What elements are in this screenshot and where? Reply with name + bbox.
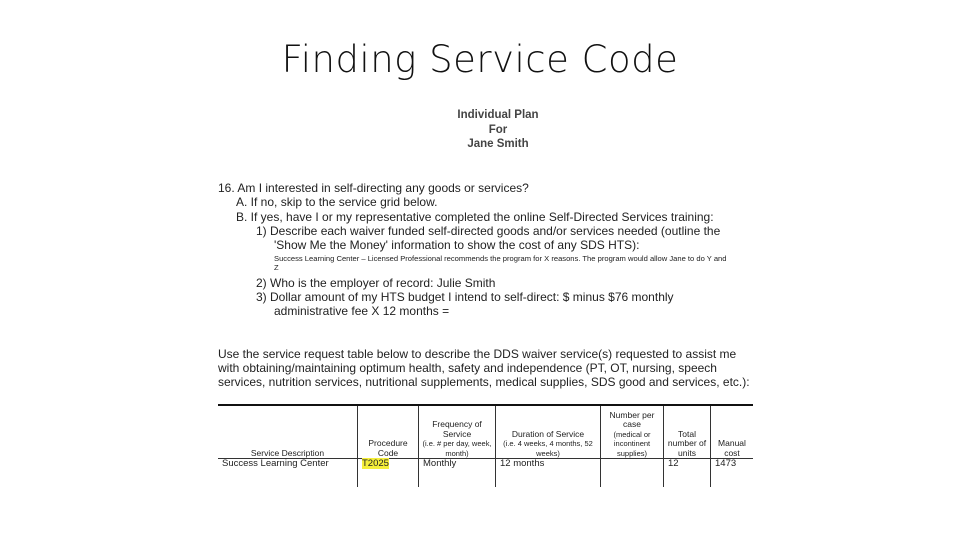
highlighted-code: T2025 bbox=[362, 458, 389, 469]
item-1-line2: 'Show Me the Money' information to show the cost of any SDS HTS): bbox=[274, 238, 640, 252]
header-procedure-code: Procedure Code bbox=[358, 405, 419, 459]
instructions-line2: with obtaining/maintaining optimum health, safety and independence (PT, OT, nursing, speech bbox=[218, 361, 717, 375]
instructions-line1: Use the service request table below to describe the DDS waiver service(s) requested to assist me bbox=[218, 347, 737, 361]
question-16: 16. Am I interested in self-directing any goods or services? bbox=[218, 181, 529, 195]
plan-header-line2: For bbox=[488, 123, 508, 136]
cell-manual-cost: 1473 bbox=[715, 458, 737, 469]
header-number-per-case: Number per case (medical or incontinent supplies) bbox=[601, 405, 664, 459]
header-duration: Duration of Service (i.e. 4 weeks, 4 months, 52 weeks) bbox=[496, 405, 601, 459]
plan-header-line1: Individual Plan bbox=[457, 109, 539, 121]
service-request-table bbox=[218, 404, 753, 487]
header-service-description: Service Description bbox=[218, 405, 358, 459]
item-1-line1: 1) Describe each waiver funded self-directed goods and/or services needed (outline the bbox=[256, 224, 721, 238]
header-manual-cost: Manual cost bbox=[711, 405, 754, 459]
header-frequency: Frequency of Service (i.e. # per day, week, month) bbox=[419, 405, 496, 459]
table-header-row bbox=[218, 405, 753, 459]
plan-header-line3: Jane Smith bbox=[467, 138, 529, 150]
item-3-line1: 3) Dollar amount of my HTS budget I intend to self-direct: $ minus $76 monthly bbox=[256, 290, 674, 304]
item-2: 2) Who is the employer of record: Julie Smith bbox=[256, 276, 496, 290]
cell-total-units: 12 bbox=[664, 459, 711, 488]
slide-title: Finding Service Code bbox=[281, 38, 679, 81]
header-total-units: Total number of units bbox=[664, 405, 711, 459]
item-1-note: Success Learning Center – Licensed Professional recommends the program for X reasons. The program would allow Jane to do Y and bbox=[274, 254, 727, 263]
item-3-line2: administrative fee X 12 months = bbox=[274, 304, 450, 318]
cell-service-description: Success Learning Center bbox=[218, 459, 358, 488]
cell-duration: 12 months bbox=[496, 459, 601, 488]
table-row bbox=[218, 459, 753, 488]
cell-procedure-code bbox=[358, 459, 419, 488]
plan-header bbox=[448, 108, 548, 152]
instructions-line3: services, nutrition services, nutritional supplements, medical supplies, SDS good and services, etc.): bbox=[218, 375, 750, 389]
option-a: A. If no, skip to the service grid below. bbox=[236, 195, 438, 209]
option-b: B. If yes, have I or my representative completed the online Self-Directed Services training: bbox=[236, 210, 714, 224]
item-1-note-cont: Z bbox=[274, 263, 279, 272]
cell-frequency: Monthly bbox=[419, 459, 496, 488]
cell-number-per-case bbox=[601, 459, 664, 488]
